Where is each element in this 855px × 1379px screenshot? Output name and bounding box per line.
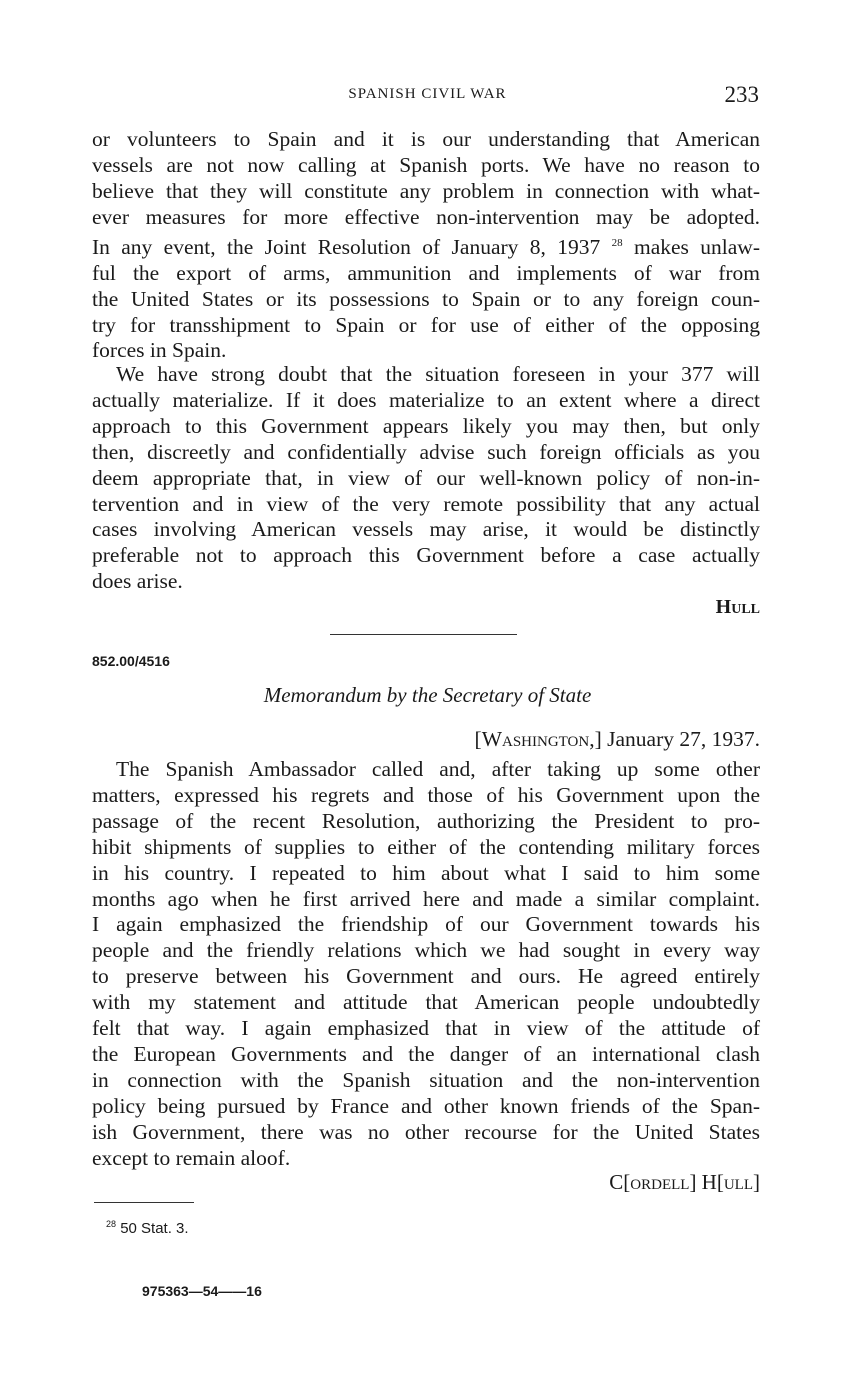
text-line: ever measures for more effective non-intervention may be adopted. xyxy=(92,204,760,229)
paragraph-1 xyxy=(92,127,760,364)
text-line: then, discreetly and confidentially advise such foreign officials as you xyxy=(92,439,760,464)
signature-cordell-hull: C[ordell] H[ull] xyxy=(609,1170,760,1194)
text-line: felt that way. I again emphasized that in view of the attitude of xyxy=(92,1016,760,1041)
text-line: to preserve between his Government and ours. He agreed entirely xyxy=(92,964,760,989)
text-line: people and the friendly relations which we had sought in every way xyxy=(92,938,760,963)
signature-hull: Hull xyxy=(715,596,760,618)
footnote-divider xyxy=(94,1202,194,1203)
text-line: in connection with the Spanish situation and the non-intervention xyxy=(92,1067,760,1092)
document-id: 852.00/4516 xyxy=(92,653,170,669)
text-line: hibit shipments of supplies to either of the contending military forces xyxy=(92,834,760,859)
text-line: months ago when he first arrived here and made a similar complaint. xyxy=(92,886,760,911)
text-segment: makes unlaw- xyxy=(634,234,760,259)
text-line: approach to this Government appears likely you may then, but only xyxy=(92,413,760,438)
text-line: forces in Spain. xyxy=(92,338,227,363)
dateline-place: [Washington,] xyxy=(474,727,602,751)
text-segment: In any event, the Joint Resolution of January 8, 1937 xyxy=(92,234,601,259)
text-line: tervention and in view of the very remote possibility that any actual xyxy=(92,491,760,516)
text-line: preferable not to approach this Government before a case actually xyxy=(92,543,760,568)
text-line: believe that they will constitute any problem in connection with what- xyxy=(92,178,760,203)
footnote xyxy=(106,1219,189,1237)
section-divider xyxy=(330,634,517,635)
text-line: the European Governments and the danger of an international clash xyxy=(92,1041,760,1066)
text-line xyxy=(92,231,760,261)
text-line: The Spanish Ambassador called and, after taking up some other xyxy=(116,757,760,781)
text-line: deem appropriate that, in view of our well-known policy of non-in- xyxy=(92,465,760,490)
running-title: SPANISH CIVIL WAR xyxy=(348,86,507,102)
text-line: with my statement and attitude that American people undoubtedly xyxy=(92,990,760,1015)
text-line: cases involving American vessels may arise, it would be distinctly xyxy=(92,517,760,542)
text-line: vessels are not now calling at Spanish ports. We have no reason to xyxy=(92,152,760,177)
text-line: matters, expressed his regrets and those of his Government upon the xyxy=(92,782,760,807)
text-line: ful the export of arms, ammunition and implements of war from xyxy=(92,260,760,285)
text-line: policy being pursued by France and other known friends of the Span- xyxy=(92,1093,760,1118)
paragraph-3 xyxy=(92,757,760,1172)
text-line: does arise. xyxy=(92,569,183,594)
text-line: or volunteers to Spain and it is our understanding that American xyxy=(92,127,760,151)
dateline xyxy=(475,727,760,752)
text-line: the United States or its possessions to Spain or to any foreign coun- xyxy=(92,286,760,311)
text-line: We have strong doubt that the situation foreseen in your 377 will xyxy=(116,362,760,386)
text-line: except to remain aloof. xyxy=(92,1145,291,1170)
text-line: actually materialize. If it does materialize to an extent where a direct xyxy=(92,387,760,412)
text-line: I again emphasized the friendship of our Government towards his xyxy=(92,912,760,937)
footnote-text: 50 Stat. 3. xyxy=(120,1220,189,1237)
text-line: in his country. I repeated to him about what I said to him some xyxy=(92,860,760,885)
text-line: try for transshipment to Spain or for use of either of the opposing xyxy=(92,312,760,337)
text-line: ish Government, there was no other recourse for the United States xyxy=(92,1119,760,1144)
footnote-ref: 28 xyxy=(611,236,623,249)
footnote-number: 28 xyxy=(106,1219,117,1229)
dateline-date: January 27, 1937. xyxy=(607,727,760,751)
paragraph-2 xyxy=(92,362,760,595)
page-number: 233 xyxy=(724,82,759,107)
text-line: passage of the recent Resolution, authorizing the President to pro- xyxy=(92,808,760,833)
memo-title: Memorandum by the Secretary of State xyxy=(263,683,592,707)
print-code: 975363—54——16 xyxy=(142,1283,262,1299)
